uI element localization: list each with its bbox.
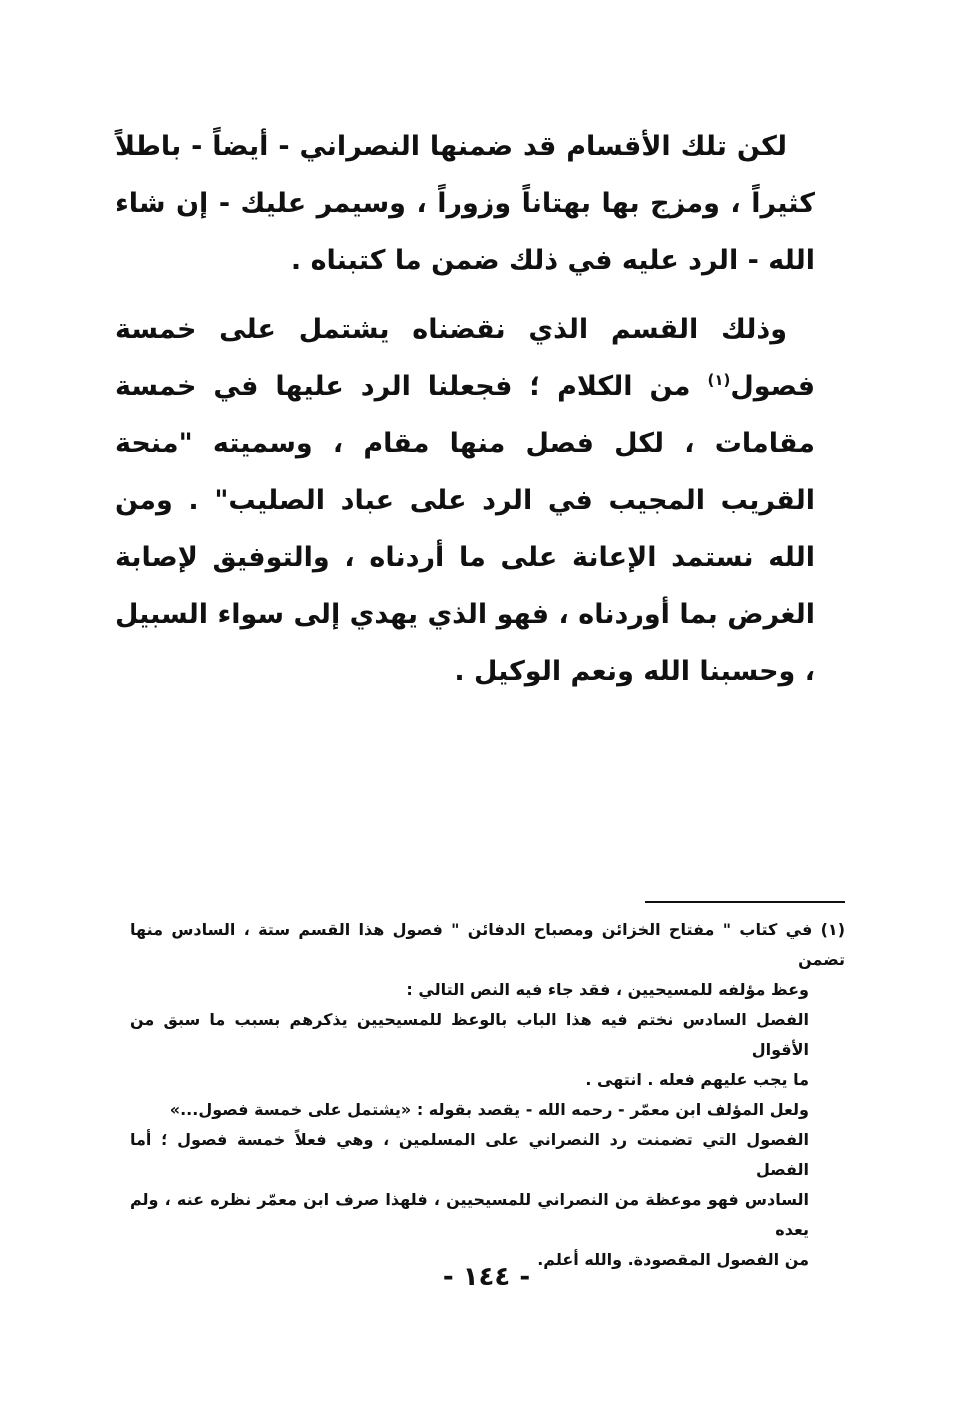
footnote-line-2: وعظ مؤلفه للمسيحيين ، فقد جاء فيه النص التالي : [406,980,809,999]
footnotes [130,915,845,1275]
footnote-line-1: (١) في كتاب " مفتاح الخزائن ومصباح الدفائن " فصول هذا القسم ستة ، السادس منها تضمن [130,920,845,969]
footnote-line-4: ما يجب عليهم فعله . انتهى . [585,1070,809,1089]
paragraph-2-part-2: من الكلام ؛ فجعلنا الرد عليها في خمسة مقامات ، لكل فصل منها مقام ، وسميته "منحة القريب المجيب في الرد على عباد الصليب" . ومن الله نستمد الإعانة على ما أردناه ، والتوفيق لإصابة الغرض بما أوردناه ، فهو الذي يهدي إلى سواء السبيل ، وحسبنا الله ونعم الوكيل . [115,371,815,687]
footnote-line-6: الفصول التي تضمنت رد النصراني على المسلمين ، وهي فعلاً خمسة فصول ؛ أما الفصل [130,1130,809,1179]
footnote-line-7: السادس فهو موعظة من النصراني للمسيحيين ، فلهذا صرف ابن معمّر نظره عنه ، ولم يعده [130,1190,809,1239]
paragraph-1: لكن تلك الأقسام قد ضمنها النصراني - أيضاً - باطلاً كثيراً ، ومزج بها بهتاناً وزوراً ، وسيمر عليك - إن شاء الله - الرد عليه في ذلك ضمن ما كتبناه . [115,131,815,276]
footnote-line-3: الفصل السادس نختم فيه هذا الباب بالوعظ للمسيحيين يذكرهم بسبب ما سبق من الأقوال [130,1010,809,1059]
page-number: - ١٤٤ - [442,1262,531,1292]
footnote-divider [645,901,845,903]
footnote-line-8: من الفصول المقصودة. والله أعلم. [537,1250,809,1269]
paragraph-2-part-1: وذلك القسم الذي نقضناه يشتمل على خمسة فصول [115,314,815,402]
footnote-marker[interactable]: (١) [707,371,731,389]
main-text [115,118,815,700]
footnote-line-5: ولعل المؤلف ابن معمّر - رحمه الله - يقصد بقوله : «يشتمل على خمسة فصول...» [169,1100,809,1119]
paragraph-2 [115,301,815,700]
